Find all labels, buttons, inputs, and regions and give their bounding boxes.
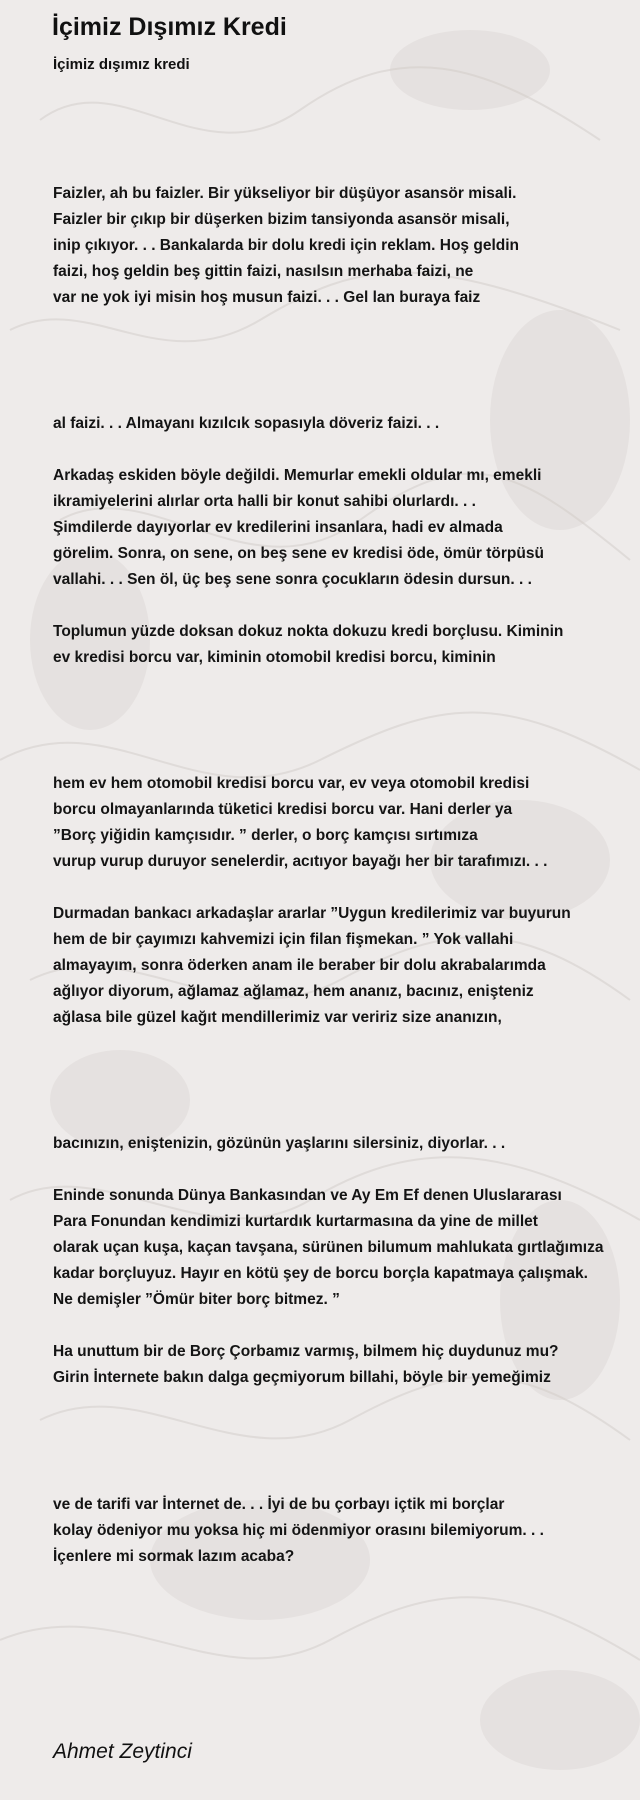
poem-line: vurup vurup duruyor senelerdir, acıtıyor bayağı her bir tarafımızı. . . [53,853,548,870]
stanza-gap [53,437,638,463]
poem-line: Eninde sonunda Dünya Bankasından ve Ay Em Ef denen Uluslararası [53,1187,562,1204]
poem-line: al faizi. . . Almayanı kızılcık sopasıyla döveriz faizi. . . [53,415,440,432]
poem-line: Şimdilerde dayıyorlar ev kredilerini insanlara, hadi ev almada [53,519,503,536]
poem-stanza-2 [53,411,638,671]
poem-line: var ne yok iyi misin hoş musun faizi. . . Gel lan buraya faiz [53,289,481,306]
poem-stanza-3 [53,771,638,1031]
poem-line: borcu olmayanlarında tüketici kredisi borcu var. Hani derler ya [53,801,513,818]
poem-line: ”Borç yiğidin kamçısıdır. ” derler, o borç kamçısı sırtımıza [53,827,478,844]
poem-line: Faizler, ah bu faizler. Bir yükseliyor bir düşüyor asansör misali. [53,185,517,202]
poem-stanza-5 [53,1492,638,1570]
poem-line: görelim. Sonra, on sene, on beş sene ev kredisi öde, ömür törpüsü [53,545,544,562]
poem-line: Durmadan bankacı arkadaşlar ararlar ”Uygun kredilerimiz var buyurun [53,905,571,922]
poem-line: kadar borçluyuz. Hayır en kötü şey de borcu borçla kapatmaya çalışmak. [53,1265,588,1282]
poem-line: almayayım, sonra öderken anam ile beraber bir dolu akrabalarımda [53,957,546,974]
poem-line: ikramiyelerini alırlar orta halli bir konut sahibi olurlardı. . . [53,493,476,510]
poem-line: İçenlere mi sormak lazım acaba? [53,1548,295,1565]
poem-line: vallahi. . . Sen öl, üç beş sene sonra çocukların ödesin dursun. . . [53,571,532,588]
stanza-gap [53,875,638,901]
poem-line: Ha unuttum bir de Borç Çorbamız varmış, bilmem hiç duydunuz mu? [53,1343,559,1360]
stanza-gap [53,593,638,619]
poem-line: Ne demişler ”Ömür biter borç bitmez. ” [53,1291,340,1308]
poem-subtitle: İçimiz dışımız kredi [53,56,190,73]
poem-line: Para Fonundan kendimizi kurtardık kurtarmasına da yine de millet [53,1213,538,1230]
poem-line: faizi, hoş geldin beş gittin faizi, nasılsın merhaba faizi, ne [53,263,474,280]
poem-line: Toplumun yüzde doksan dokuz nokta dokuzu kredi borçlusu. Kiminin [53,623,564,640]
stanza-gap [53,1157,638,1183]
poem-line: bacınızın, eniştenizin, gözünün yaşlarını silersiniz, diyorlar. . . [53,1135,506,1152]
poem-stanza-1 [53,181,638,311]
poem-author: Ahmet Zeytinci [53,1740,192,1763]
poem-line: hem ev hem otomobil kredisi borcu var, ev veya otomobil kredisi [53,775,530,792]
poem-line: inip çıkıyor. . . Bankalarda bir dolu kredi için reklam. Hoş geldin [53,237,519,254]
poem-stanza-4 [53,1131,638,1391]
poem-line: Girin İnternete bakın dalga geçmiyorum billahi, böyle bir yemeğimiz [53,1369,551,1386]
poem-line: Arkadaş eskiden böyle değildi. Memurlar emekli oldular mı, emekli [53,467,542,484]
poem-line: olarak uçan kuşa, kaçan tavşana, sürünen bilumum mahlukata gırtlağımıza [53,1239,604,1256]
poem-line: ağlasa bile güzel kağıt mendillerimiz var veririz size ananızın, [53,1009,502,1026]
poem-line: ev kredisi borcu var, kiminin otomobil kredisi borcu, kiminin [53,649,496,666]
poem-line: ağlıyor diyorum, ağlamaz ağlamaz, hem ananız, bacınız, enişteniz [53,983,534,1000]
poem-title: İçimiz Dışımız Kredi [52,13,287,41]
poem-line: Faizler bir çıkıp bir düşerken bizim tansiyonda asansör misali, [53,211,510,228]
poem-line: hem de bir çayımızı kahvemizi için filan fişmekan. ” Yok vallahi [53,931,514,948]
poem-line: ve de tarifi var İnternet de. . . İyi de bu çorbayı içtik mi borçlar [53,1496,505,1513]
stanza-gap [53,1313,638,1339]
poem-line: kolay ödeniyor mu yoksa hiç mi ödenmiyor orasını bilemiyorum. . . [53,1522,544,1539]
